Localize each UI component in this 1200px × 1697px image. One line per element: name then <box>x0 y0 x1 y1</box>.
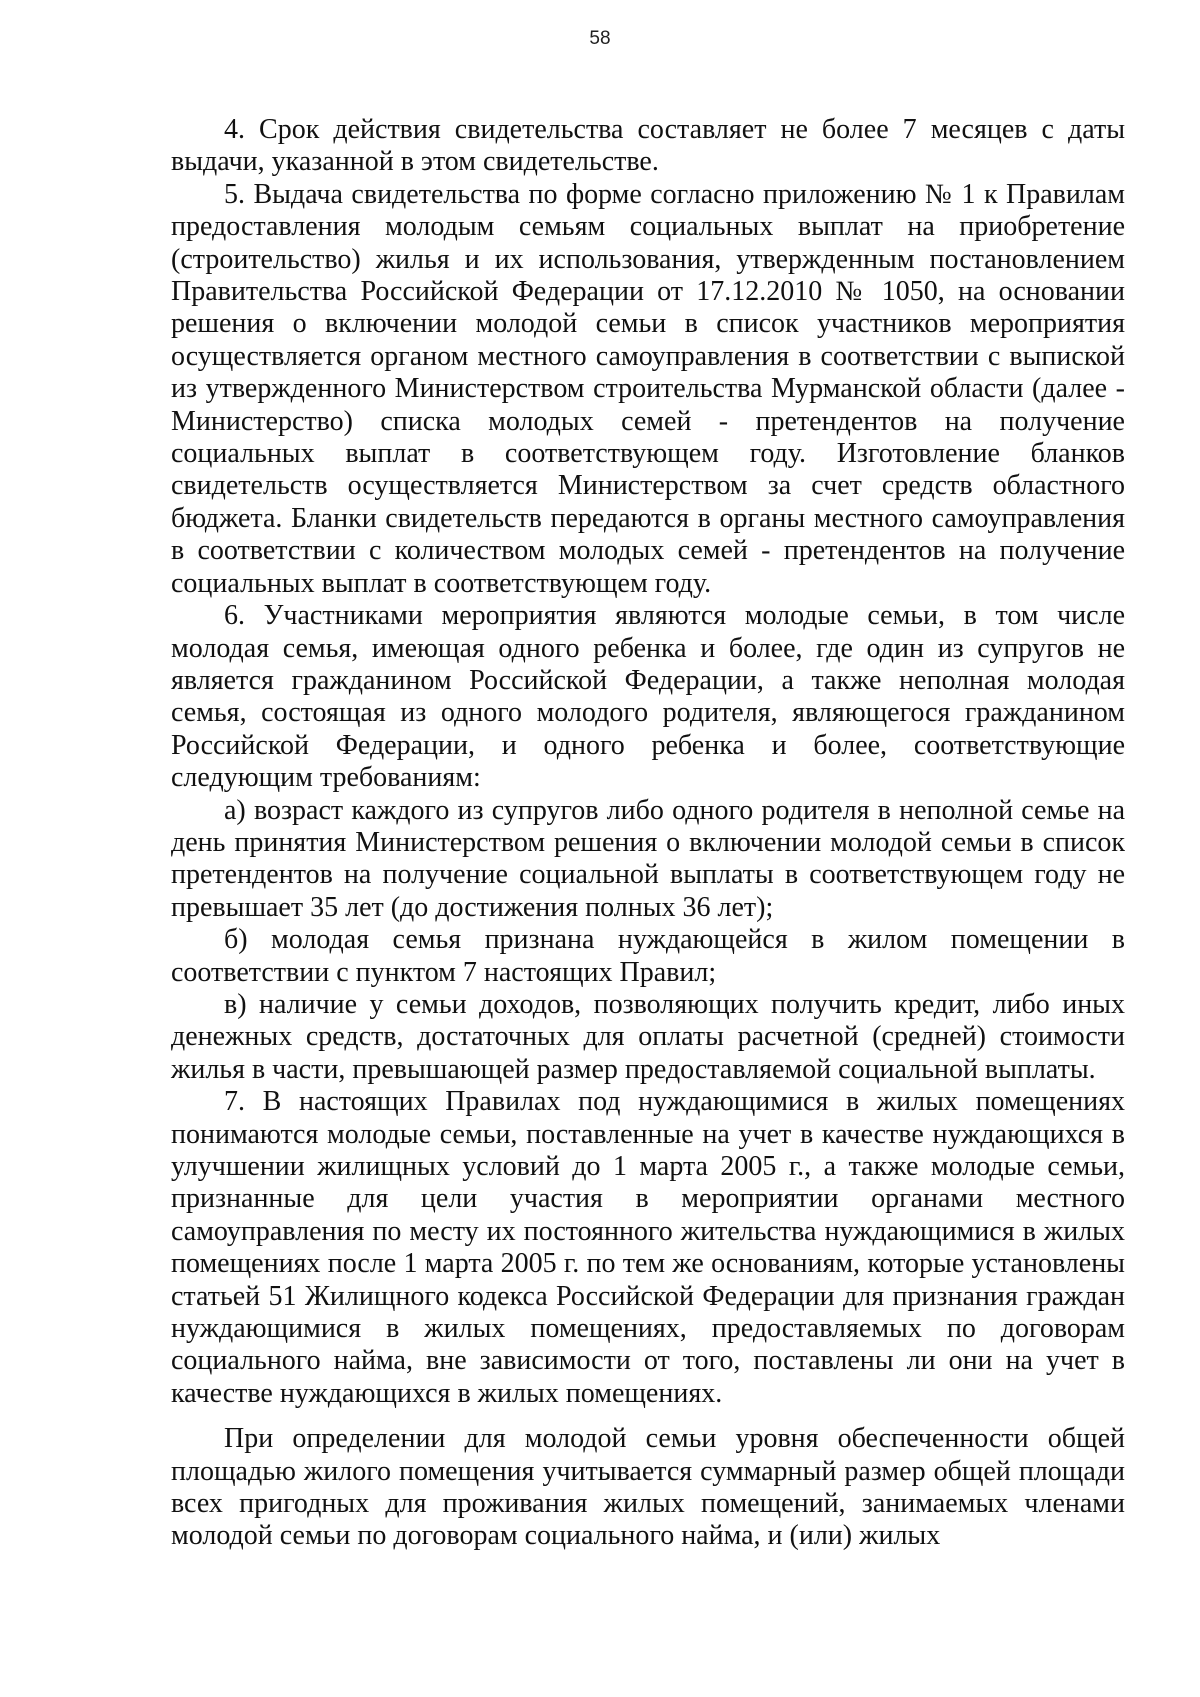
paragraph-requirement-a: а) возраст каждого из супругов либо одного родителя в неполной семье на день принятия Министерством решения о включении молодой семьи в список претендентов на получение социальной выплаты в соответствующем году не превышает 35 лет (до достижения полных 36 лет); <box>171 794 1125 923</box>
paragraph-living-area-calculation: При определении для молодой семьи уровня обеспеченности общей площадью жилого помещения учитывается суммарный размер общей площади всех пригодных для проживания жилых помещений, занимаемых членами молодой семьи по договорам социального найма, и (или) жилых <box>171 1423 1125 1552</box>
paragraph-requirement-b: б) молодая семья признана нуждающейся в жилом помещении в соответствии с пунктом 7 настоящих Правил; <box>171 924 1125 988</box>
page-number: 58 <box>589 28 611 49</box>
paragraph-housing-need-definition: 7. В настоящих Правилах под нуждающимися в жилых помещениях понимаются молодые семьи, поставленные на учет в качестве нуждающихся в улучшении жилищных условий до 1 марта 2005 г., а также молодые семьи, признанные для цели участия в мероприятии органами местного самоуправления по месту их постоянного жительства нуждающимися в жилых помещениях после 1 марта 2005 г. по тем же основаниям, которые установлены статьей 51 Жилищного кодекса Российской Федерации для признания граждан нуждающимися в жилых помещениях, предоставляемых по договорам социального найма, вне зависимости от того, поставлены ли они на учет в качестве нуждающихся в жилых помещениях. <box>171 1086 1125 1409</box>
paragraph-requirement-c: в) наличие у семьи доходов, позволяющих получить кредит, либо иных денежных средств, достаточных для оплаты расчетной (средней) стоимости жилья в части, превышающей размер предоставляемой социальной выплаты. <box>171 988 1125 1085</box>
document-body <box>171 114 1125 1553</box>
paragraph-certificate-validity: 4. Срок действия свидетельства составляет не более 7 месяцев с даты выдачи, указанной в этом свидетельстве. <box>171 114 1125 178</box>
paragraph-program-participants: 6. Участниками мероприятия являются молодые семьи, в том числе молодая семья, имеющая одного ребенка и более, где один из супругов не является гражданином Российской Федерации, а также неполная молодая семья, состоящая из одного молодого родителя, являющегося гражданином Российской Федерации, и одного ребенка и более, соответствующие следующим требованиям: <box>171 600 1125 794</box>
paragraph-certificate-issuance: 5. Выдача свидетельства по форме согласно приложению № 1 к Правилам предоставления молодым семьям социальных выплат на приобретение (строительство) жилья и их использования, утвержденным постановлением Правительства Российской Федерации от 17.12.2010 № 1050, на основании решения о включении молодой семьи в список участников мероприятия осуществляется органом местного самоуправления в соответствии с выпиской из утвержденного Министерством строительства Мурманской области (далее - Министерство) списка молодых семей - претендентов на получение социальных выплат в соответствующем году. Изготовление бланков свидетельств осуществляется Министерством за счет средств областного бюджета. Бланки свидетельств передаются в органы местного самоуправления в соответствии с количеством молодых семей - претендентов на получение социальных выплат в соответствующем году. <box>171 178 1125 599</box>
